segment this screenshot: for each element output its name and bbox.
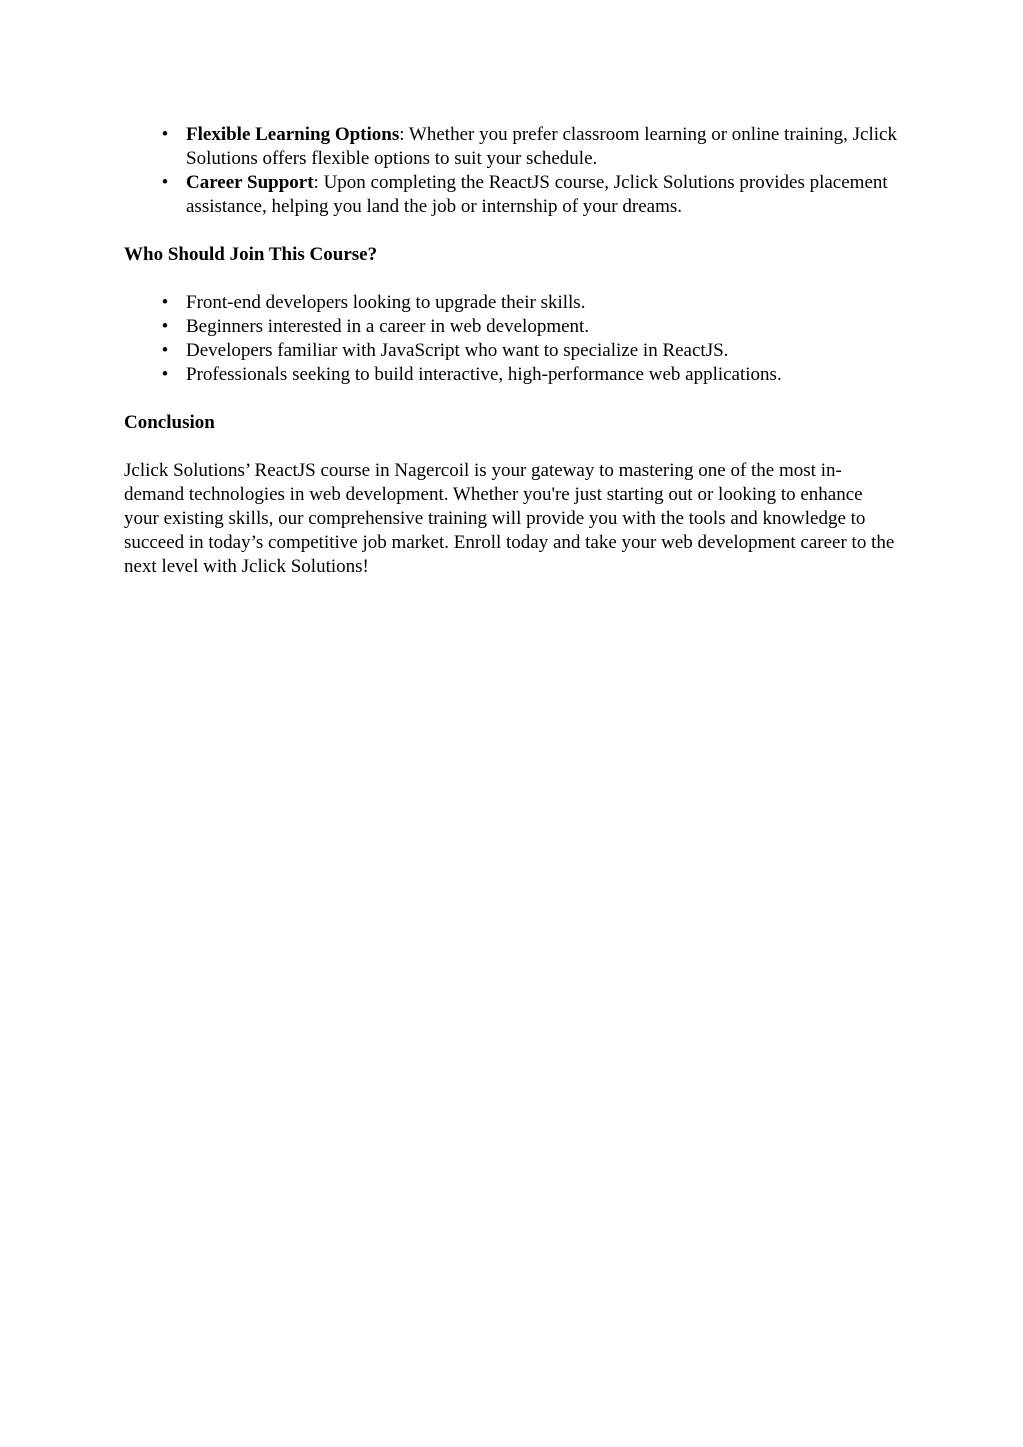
feature-title: Career Support — [186, 172, 314, 193]
who-heading: Who Should Join This Course? — [124, 244, 378, 265]
list-item-text: Professionals seeking to build interactive, high-performance web applications. — [186, 364, 782, 385]
list-item-text: Front-end developers looking to upgrade their skills. — [186, 292, 586, 313]
audience-list — [124, 291, 899, 387]
list-item-text: Developers familiar with JavaScript who want to specialize in ReactJS. — [186, 340, 729, 361]
bullet-icon: • — [161, 172, 169, 193]
bullet-icon: • — [161, 340, 169, 361]
list-item — [124, 339, 899, 363]
bullet-icon: • — [161, 316, 169, 337]
list-item — [124, 171, 899, 219]
features-list — [124, 123, 899, 219]
conclusion-heading: Conclusion — [124, 412, 215, 433]
bullet-icon: • — [161, 364, 169, 385]
list-item — [124, 363, 899, 387]
list-item — [124, 123, 899, 171]
document-page — [124, 123, 899, 579]
bullet-icon: • — [161, 292, 169, 313]
list-item — [124, 291, 899, 315]
feature-text: : Whether you prefer classroom learning or online training, Jclick Solutions offers flexible options to suit your schedule. — [186, 124, 897, 169]
list-item — [124, 315, 899, 339]
conclusion-paragraph: Jclick Solutions’ ReactJS course in Nagercoil is your gateway to mastering one of the most in-demand technologies in web development. Whether you're just starting out or looking to enhance your existing skills, our comprehensive training will provide you with the tools and knowledge to succeed in today’s competitive job market. Enroll today and take your web development career to the next level with Jclick Solutions! — [124, 460, 895, 577]
feature-text: : Upon completing the ReactJS course, Jclick Solutions provides placement assistance, helping you land the job or internship of your dreams. — [186, 172, 888, 217]
list-item-text: Beginners interested in a career in web development. — [186, 316, 590, 337]
bullet-icon: • — [161, 124, 169, 145]
feature-title: Flexible Learning Options — [186, 124, 400, 145]
